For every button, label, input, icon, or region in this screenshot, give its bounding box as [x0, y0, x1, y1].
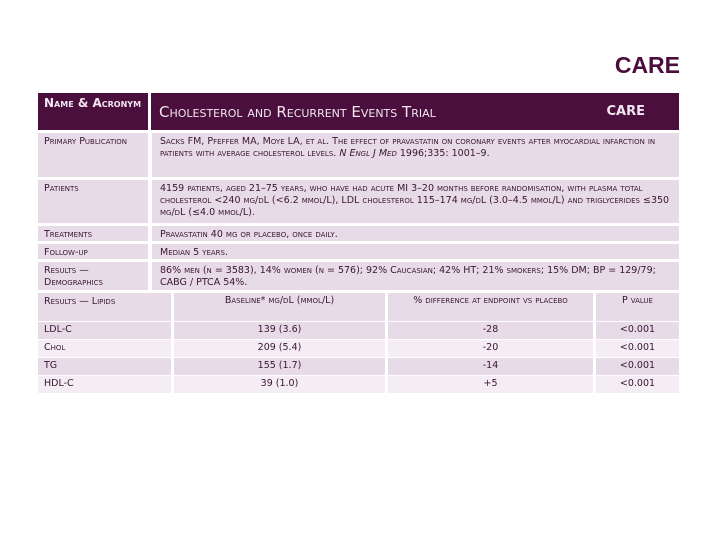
publication-value	[152, 133, 679, 177]
trial-name: Cholesterol and Recurrent Events Trial	[159, 103, 436, 121]
treatments-value: Pravastatin 40 mg or placebo, once daily.	[152, 226, 679, 241]
trial-summary-table	[38, 93, 679, 393]
table-row	[38, 340, 679, 357]
lipid-baseline: 139 (3.6)	[174, 322, 385, 339]
lipid-p: <0.001	[596, 358, 679, 375]
lipid-p: <0.001	[596, 340, 679, 357]
publication-details: 1996;335: 1001–9.	[396, 148, 490, 159]
lipid-p: <0.001	[596, 376, 679, 393]
table-row	[38, 376, 679, 393]
table-row	[38, 358, 679, 375]
publication-journal: N Engl J Med	[339, 148, 397, 159]
lipids-header-row	[38, 293, 679, 321]
lipid-name: Chol	[38, 340, 171, 357]
lipid-name: LDL-C	[38, 322, 171, 339]
publication-row	[38, 133, 679, 177]
lipid-diff: +5	[388, 376, 593, 393]
lipid-p: <0.001	[596, 322, 679, 339]
trial-acronym: CARE	[606, 104, 645, 119]
lipid-diff: -28	[388, 322, 593, 339]
lipids-label: Results — Lipids	[38, 293, 171, 321]
demographics-label: Results — Demographics	[38, 262, 148, 290]
col-p-header: P value	[596, 293, 679, 321]
publication-label: Primary Publication	[38, 133, 148, 177]
patients-value: 4159 patients, aged 21–75 years, who have had acute MI 3–20 months before randomisation, with plasma total cholesterol <240 mg/dL (<6.2 mmol/L), LDL cholesterol 115–174 mg/dL (3.0–4.5 mmol/L) and triglycerides ≤350 mg/dL (≤4.0 mmol/L).	[152, 180, 679, 223]
table-header-row	[38, 93, 679, 130]
demographics-row	[38, 262, 679, 290]
col-baseline-header: Baseline* mg/dL (mmol/L)	[174, 293, 385, 321]
table-row	[38, 322, 679, 339]
patients-row	[38, 180, 679, 223]
followup-row	[38, 244, 679, 259]
lipid-baseline: 155 (1.7)	[174, 358, 385, 375]
lipid-baseline: 39 (1.0)	[174, 376, 385, 393]
patients-label: Patients	[38, 180, 148, 223]
header-label: Name & Acronym	[38, 93, 148, 130]
demographics-value: 86% men (n = 3583), 14% women (n = 576); 92% Caucasian; 42% HT; 21% smokers; 15% DM; BP = 129/79; CABG / PTCA 54%.	[152, 262, 679, 290]
slide-title: CARE	[614, 52, 680, 78]
lipid-baseline: 209 (5.4)	[174, 340, 385, 357]
lipid-name: HDL-C	[38, 376, 171, 393]
col-diff-header: % difference at endpoint vs placebo	[388, 293, 593, 321]
lipid-diff: -20	[388, 340, 593, 357]
treatments-label: Treatments	[38, 226, 148, 241]
publication-citation: Sacks FM, Pfeffer MA, Moye LA, et al. The effect of pravastatin on coronary events after myocardial infarction in patients with average cholesterol levels.	[160, 136, 656, 159]
treatments-row	[38, 226, 679, 241]
lipid-name: TG	[38, 358, 171, 375]
followup-value: Median 5 years.	[152, 244, 679, 259]
followup-label: Follow-up	[38, 244, 148, 259]
trial-name-header	[148, 93, 679, 130]
lipid-diff: -14	[388, 358, 593, 375]
